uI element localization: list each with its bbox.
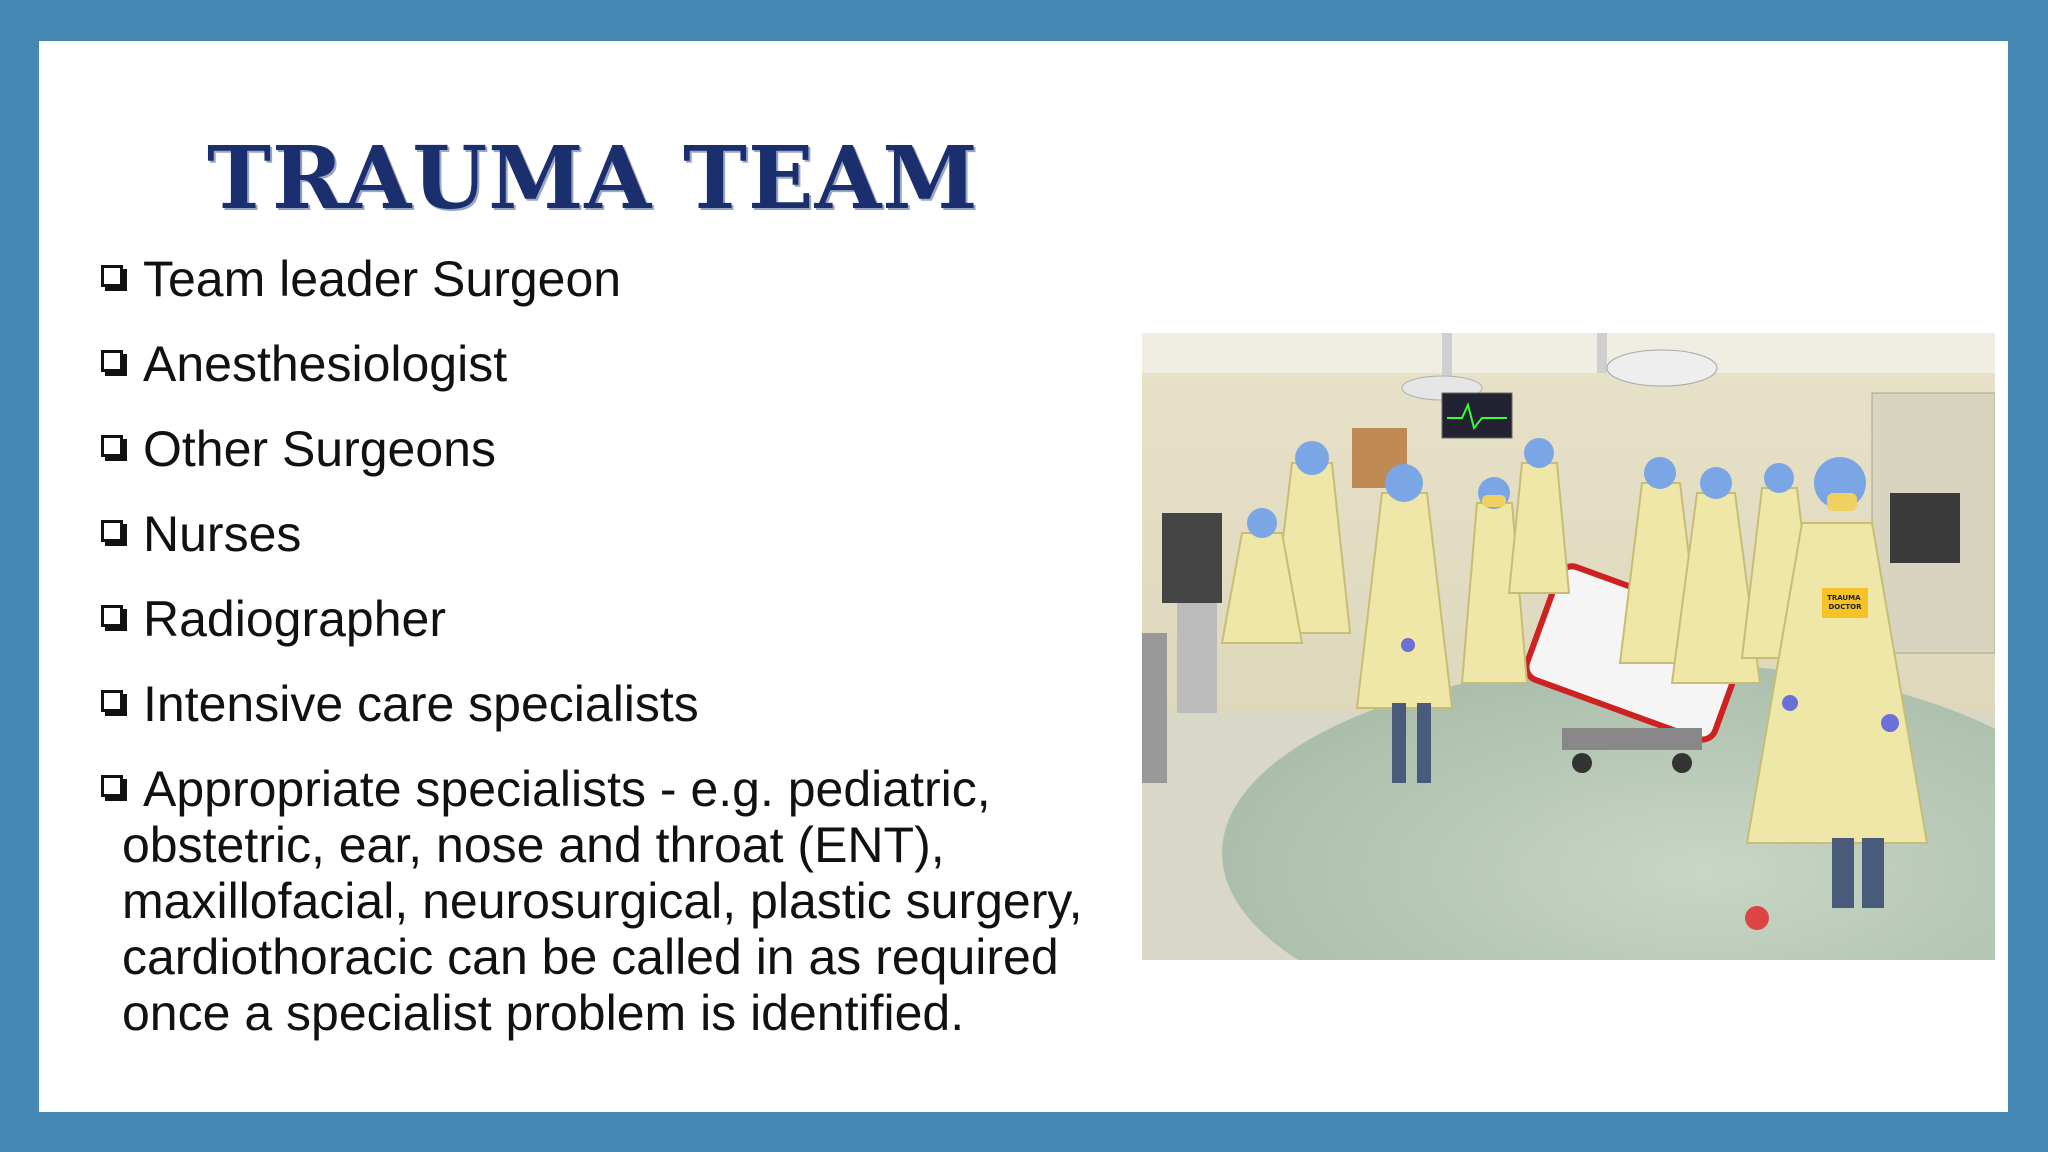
- bullet-list: [95, 251, 1083, 1070]
- bullet-text-line: obstetric, ear, nose and throat (ENT),: [122, 817, 945, 873]
- checkbox-bullet-icon: [101, 265, 123, 287]
- bullet-text: Anesthesiologist: [143, 336, 508, 392]
- bullet-item: [95, 251, 1083, 307]
- slide-title: TRAUMA TEAM: [207, 128, 979, 229]
- bullet-text: Radiographer: [143, 591, 446, 647]
- bullet-text-line: once a specialist problem is identified.: [122, 985, 965, 1041]
- checkbox-bullet-icon: [101, 775, 123, 797]
- bullet-text: Nurses: [143, 506, 302, 562]
- bullet-text: Other Surgeons: [143, 421, 496, 477]
- bullet-item: [95, 676, 1083, 732]
- bullet-item: [95, 336, 1083, 392]
- bullet-text: Team leader Surgeon: [143, 251, 622, 307]
- slide-canvas: [39, 41, 2008, 1112]
- checkbox-bullet-icon: [101, 520, 123, 542]
- trauma-team-photo: [1142, 333, 1995, 960]
- checkbox-bullet-icon: [101, 435, 123, 457]
- bullet-item: [95, 591, 1083, 647]
- bullet-text-line: Appropriate specialists - e.g. pediatric,: [143, 761, 991, 817]
- photo-badge-text: TRAUMA DOCTOR: [1827, 594, 1862, 611]
- bullet-text: Intensive care specialists: [143, 676, 699, 732]
- bullet-item: [95, 506, 1083, 562]
- bullet-text-line: cardiothoracic can be called in as required: [122, 929, 1059, 985]
- checkbox-bullet-icon: [101, 690, 123, 712]
- checkbox-bullet-icon: [101, 350, 123, 372]
- bullet-item-specialists: [95, 761, 1083, 1041]
- checkbox-bullet-icon: [101, 605, 123, 627]
- bullet-item: [95, 421, 1083, 477]
- bullet-text-line: maxillofacial, neurosurgical, plastic surgery,: [122, 873, 1083, 929]
